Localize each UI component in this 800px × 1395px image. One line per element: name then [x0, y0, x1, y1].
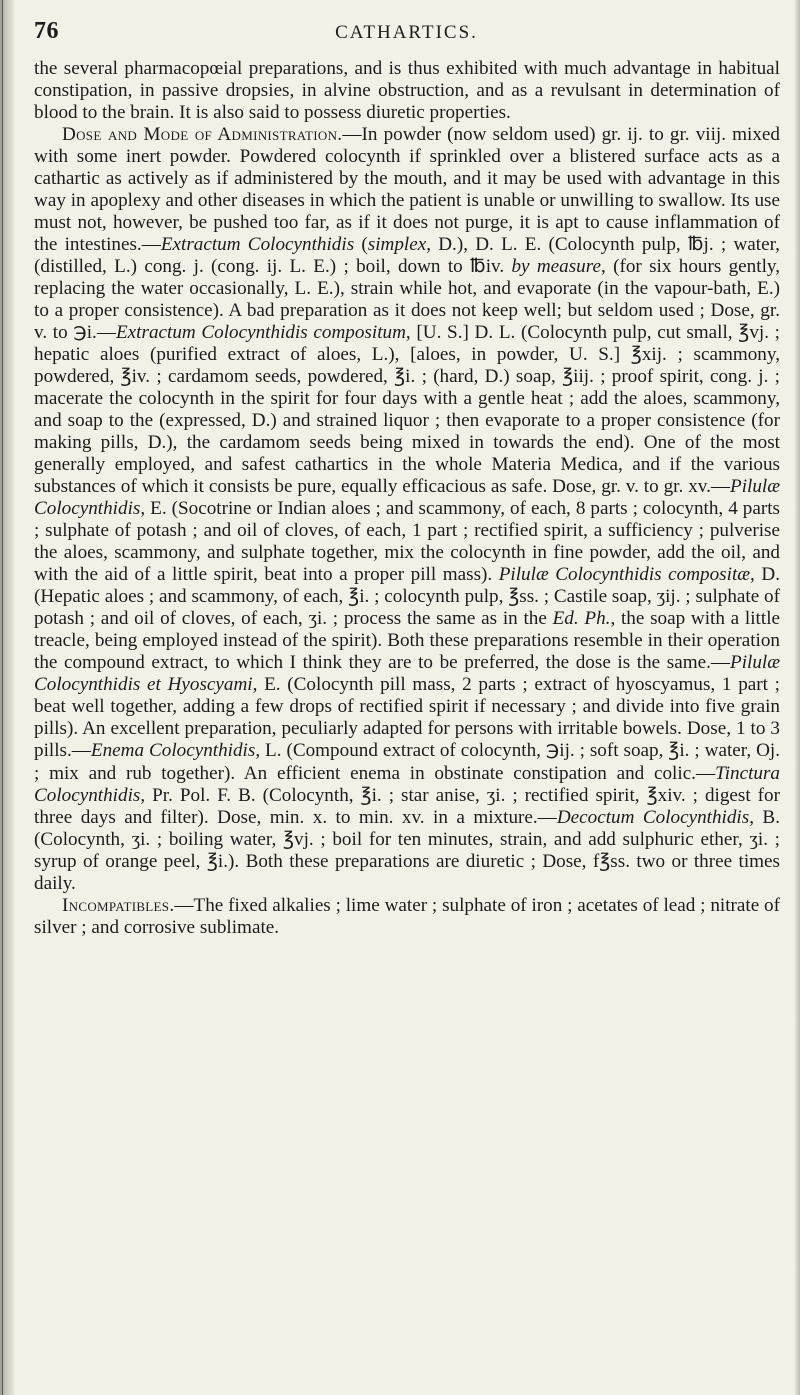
paragraph: [34, 58, 780, 124]
italic-term: Decoctum Colocynthidis: [556, 806, 750, 828]
italic-term: Pilulæ Colocynthidis: [34, 476, 780, 520]
text-run: , (for six hours gently, replacing the water occasionally, L. E.), strain while hot, and evaporate (in the vapour-bath, E.) to a proper consistence). A bad preparation as it does not keep well; but seldom used ; Dose, gr. v. to ℈i.—: [34, 256, 780, 344]
italic-term: Extractum Colocynthidis compositum: [115, 322, 406, 344]
text-run: , Pr. Pol. F. B. (Colocynth, ℥i. ; star anise, ʒi. ; rectified spirit, ℥xiv. ; digest for three days and filter). Dose, min. x. to min. xv. in a mixture.—: [34, 784, 780, 828]
page-header: [34, 18, 779, 48]
text-run: , E. (Colocynth pill mass, 2 parts ; extract of hyoscyamus, 1 part ; beat well together, adding a few drops of rectified spirit if necessary ; and divide into five grain pills). An excellent preparation, peculiarly adapted for persons with irritable bowels. Dose, 1 to 3 pills.—: [34, 674, 780, 762]
text-run: , D.), D. L. E. (Colocynth pulp, ℔j. ; water, (distilled, L.) cong. j. (cong. ij. L. E.) ; boil, down to ℔iv.: [34, 234, 780, 278]
text-run: , E. (Socotrine or Indian aloes ; and scammony, of each, 8 parts ; colocynth, 4 parts ; sulphate of potash ; and oil of cloves, of each, 1 part ; rectified spirit, a sufficiency ; pulverise the aloes, scammony, and sulphate together, mix the colocynth in fine powder, add the oil, and with the aid of a little spirit, beat into a proper pill mass).: [34, 498, 780, 586]
page-edge-shadow: [794, 0, 800, 1395]
section-heading: Incompatibles.: [62, 894, 175, 916]
paragraph: [34, 895, 780, 939]
text-run: , the soap with a little treacle, being employed instead of the spirit). Both these preparations resemble in their operation the compound extract, to which I think they are to be preferred, the dose is the same.—: [34, 608, 781, 674]
text-run: , [U. S.] D. L. (Colocynth pulp, cut small, ℥vj. ; hepatic aloes (purified extract of aloes, L.), [aloes, in powder, U. S.] ℥xij. ; scammony, powdered, ℥iv. ; cardamom seeds, powdered, ℥i. ; (hard, D.) soap, ℥iij. ; proof spirit, cong. j. ; macerate the colocynth in the spirit for four days with a gentle heat ; add the aloes, scammony, and soap to the (expressed, D.) and strained liquor ; then evaporate to a proper consistence (for making pills, D.), the cardamom seeds being mixed in towards the end). One of the most generally employed, and safest cathartics in the whole Materia Medica, and if the various substances of which it consists be pure, equally efficacious as safe. Dose, gr. v. to gr. xv.—: [34, 322, 781, 498]
text-run: , B. (Colocynth, ʒi. ; boiling water, ℥vj. ; boil for ten minutes, strain, and add sulphuric ether, ʒi. ; syrup of orange peel, ℥i.). Both these preparations are diuretic ; Dose, f℥ss. two or three times daily.: [34, 806, 780, 894]
italic-term: Pilulæ Colocynthidis et Hyoscyami: [34, 652, 780, 696]
page-number: 76: [34, 18, 59, 44]
italic-term: Extractum Colocynthidis: [160, 234, 355, 256]
italic-term: Pilulæ Colocynthidis compositæ: [498, 564, 751, 586]
text-run: , D. (Hepatic aloes ; and scammony, of each, ℥i. ; colocynth pulp, ℥ss. ; Castile soap, ʒij. ; sulphate of potash ; and oil of cloves, of each, ʒi. ; process the same as in the: [34, 564, 780, 630]
italic-term: Ed. Ph.: [552, 608, 611, 630]
binding-edge: [2, 0, 3, 1395]
italic-term: by measure: [511, 256, 601, 278]
paragraph: [34, 124, 780, 895]
body-text: [34, 58, 780, 939]
italic-term: simplex: [367, 234, 427, 256]
running-head: CATHARTICS.: [335, 22, 478, 43]
text-run: —In powder (now seldom used) gr. ij. to gr. viij. mixed with some inert powder. Powdered colocynth if sprinkled over a blistered surface acts as a cathartic as actively as if administered by the mouth, and it may be used with advantage in this way in apoplexy and other diseases in which the patient is unable or unwilling to swallow. Its use must not, however, be pushed too far, as if it does not purge, it is apt to cause inflammation of the intestines.—: [34, 124, 780, 256]
text-run: —The fixed alkalies ; lime water ; sulphate of iron ; acetates of lead ; nitrate of silver ; and corrosive sublimate.: [34, 894, 780, 938]
section-heading: Dose and Mode of Administration.: [62, 124, 343, 146]
italic-term: Enema Colocynthidis: [90, 740, 256, 762]
italic-term: Tinctura Colocynthidis: [34, 762, 780, 806]
text-run: , L. (Compound extract of colocynth, ℈ij. ; soft soap, ℥i. ; water, Oj. ; mix and rub together). An efficient enema in obstinate constipation and colic.—: [34, 740, 781, 784]
text-run: the several pharmacopœial preparations, and is thus exhibited with much advantage in habitual constipation, in passive dropsies, in alvine obstruction, and as a revulsant in determination of blood to the brain. It is also said to possess diuretic properties.: [34, 58, 780, 124]
text-run: (: [354, 234, 368, 256]
